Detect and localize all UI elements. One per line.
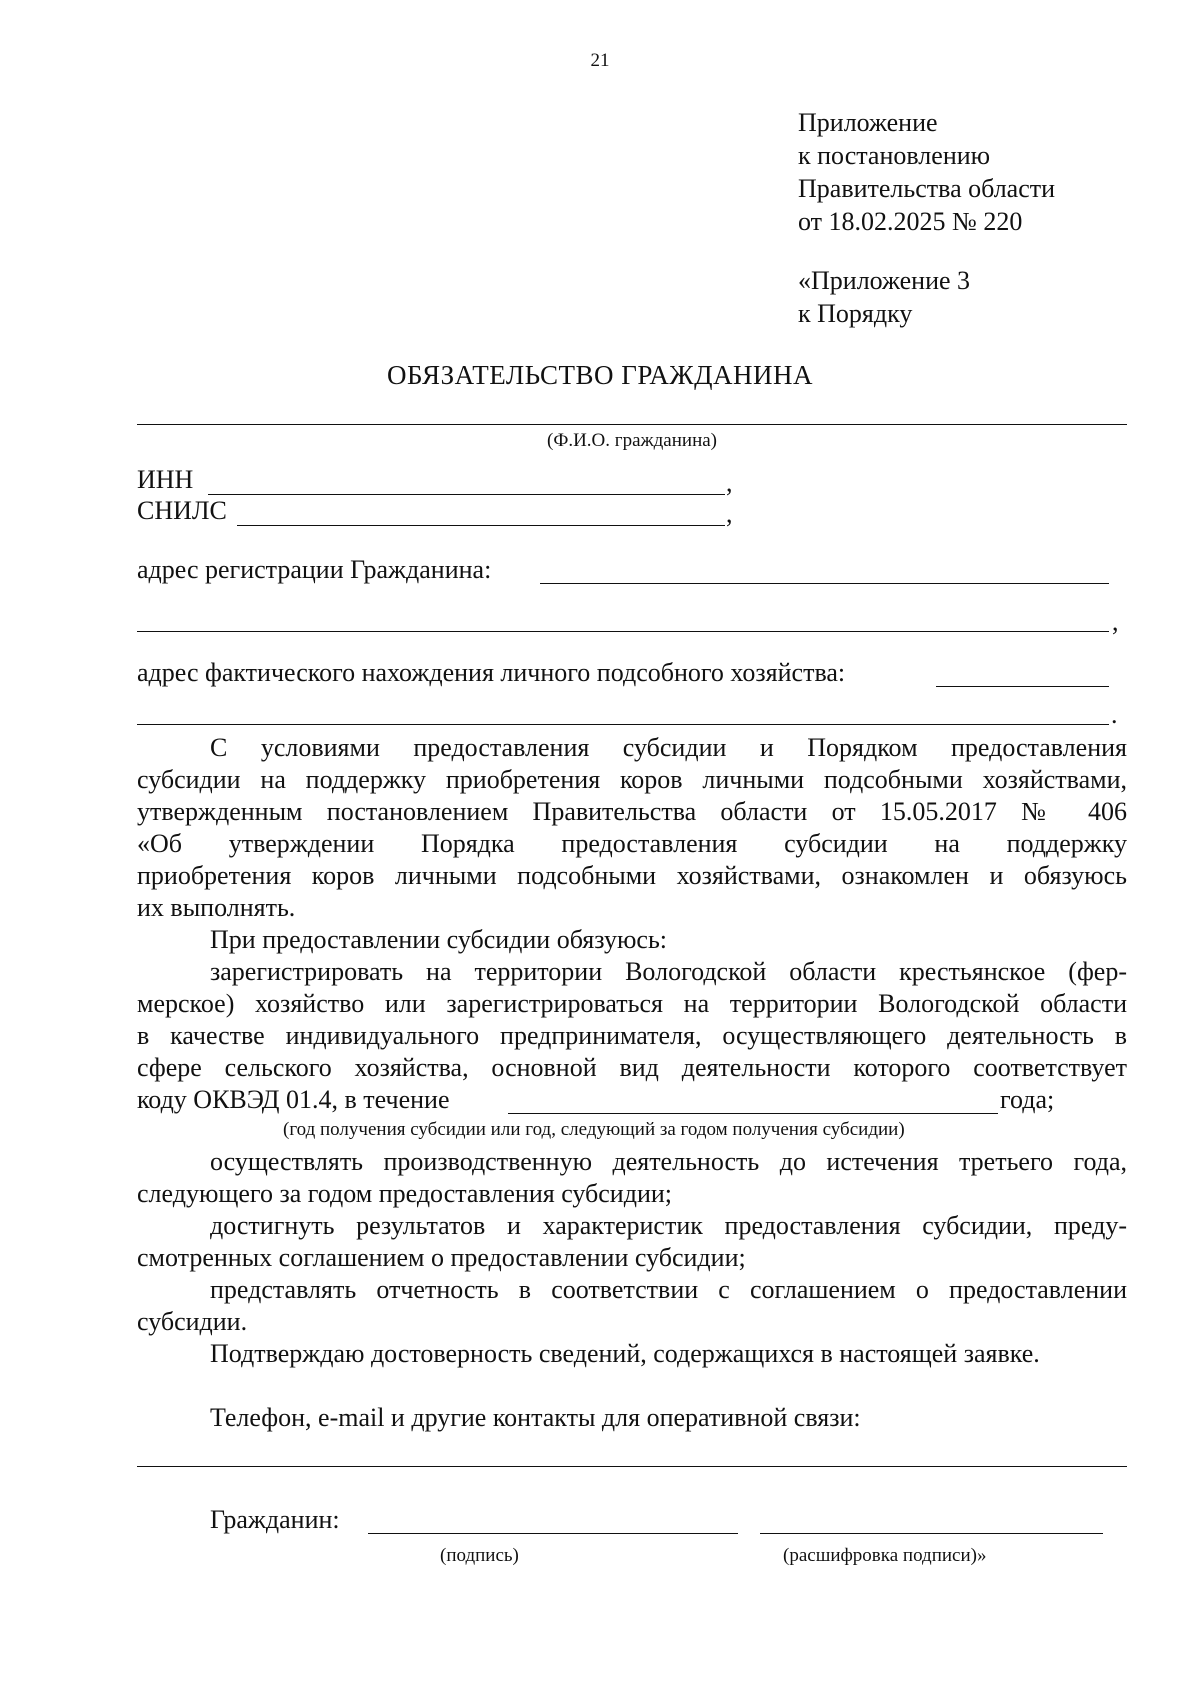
- header-line: от 18.02.2025 № 220: [798, 207, 1023, 236]
- body-text-line: Подтверждаю достоверность сведений, содержащихся в настоящей заявке.: [210, 1339, 1040, 1368]
- body-text-line: «Об утверждении Порядка предоставления субсидии на поддержку: [137, 829, 1127, 858]
- body-text-line: смотренных соглашением о предоставлении субсидии;: [137, 1243, 746, 1272]
- body-text-line: осуществлять производственную деятельность до истечения третьего года,: [210, 1147, 1127, 1176]
- body-text-line: в качестве индивидуального предпринимателя, осуществляющего деятельность в: [137, 1021, 1127, 1050]
- body-text-line: сфере сельского хозяйства, основной вид деятельности которого соответствует: [137, 1053, 1127, 1082]
- body-text-line: коду ОКВЭД 01.4, в течение: [137, 1085, 450, 1114]
- farm-address-field-line-2[interactable]: [137, 724, 1109, 725]
- year-caption: (год получения субсидии или год, следующий за годом получения субсидии): [283, 1119, 905, 1140]
- fio-field-line[interactable]: [137, 424, 1127, 425]
- signature-field-line[interactable]: [368, 1533, 738, 1534]
- body-text-line: достигнуть результатов и характеристик предоставления субсидии, преду-: [210, 1211, 1127, 1240]
- reg-address-comma: ,: [1112, 607, 1119, 636]
- header-line: к постановлению: [798, 141, 991, 170]
- header-line: Приложение: [798, 108, 938, 137]
- reg-address-label: адрес регистрации Гражданина:: [137, 555, 492, 584]
- body-text-line: утвержденным постановлением Правительства области от 15.05.2017 № 406: [137, 797, 1127, 826]
- signature-decode-field-line[interactable]: [760, 1533, 1103, 1534]
- body-text-line: С условиями предоставления субсидии и Порядком предоставления: [210, 733, 1127, 762]
- header-line: к Порядку: [798, 299, 913, 328]
- farm-address-field-line[interactable]: [936, 686, 1109, 687]
- inn-field-line[interactable]: [208, 494, 725, 495]
- snils-field-line[interactable]: [237, 525, 725, 526]
- signature-decode-caption: (расшифровка подписи)»: [783, 1545, 987, 1566]
- inn-label: ИНН: [137, 465, 194, 494]
- contacts-field-line[interactable]: [137, 1466, 1127, 1467]
- body-text-line: субсидии.: [137, 1307, 248, 1336]
- body-text-line: приобретения коров личными подсобными хозяйствами, ознакомлен и обязуюсь: [137, 861, 1127, 890]
- document-title: ОБЯЗАТЕЛЬСТВО ГРАЖДАНИНА: [386, 360, 814, 390]
- farm-address-label: адрес фактического нахождения личного подсобного хозяйства:: [137, 658, 846, 687]
- farm-address-period: .: [1111, 700, 1118, 729]
- snils-comma: ,: [726, 499, 733, 528]
- header-line: Правительства области: [798, 174, 1056, 203]
- header-line: «Приложение 3: [798, 266, 971, 295]
- fio-caption: (Ф.И.О. гражданина): [547, 430, 717, 451]
- body-text-line: зарегистрировать на территории Вологодской области крестьянское (фер-: [210, 957, 1127, 986]
- snils-label: СНИЛС: [137, 496, 227, 525]
- body-text-line: При предоставлении субсидии обязуюсь:: [210, 925, 668, 954]
- signature-caption: (подпись): [440, 1545, 519, 1566]
- body-text-line: их выполнять.: [137, 893, 296, 922]
- body-text-line: представлять отчетность в соответствии с соглашением о предоставлении: [210, 1275, 1127, 1304]
- contacts-label: Телефон, e-mail и другие контакты для оперативной связи:: [210, 1403, 861, 1432]
- inn-comma: ,: [726, 468, 733, 497]
- year-field-line[interactable]: [508, 1113, 998, 1114]
- citizen-label: Гражданин:: [210, 1505, 340, 1534]
- reg-address-field-line[interactable]: [540, 583, 1109, 584]
- page-number: 21: [590, 50, 610, 71]
- body-text-line: субсидии на поддержку приобретения коров личными подсобными хозяйствами,: [137, 765, 1127, 794]
- body-text-line: мерское) хозяйство или зарегистрироваться на территории Вологодской области: [137, 989, 1127, 1018]
- year-suffix: года;: [1000, 1085, 1055, 1114]
- body-text-line: следующего за годом предоставления субсидии;: [137, 1179, 673, 1208]
- reg-address-field-line-2[interactable]: [137, 631, 1109, 632]
